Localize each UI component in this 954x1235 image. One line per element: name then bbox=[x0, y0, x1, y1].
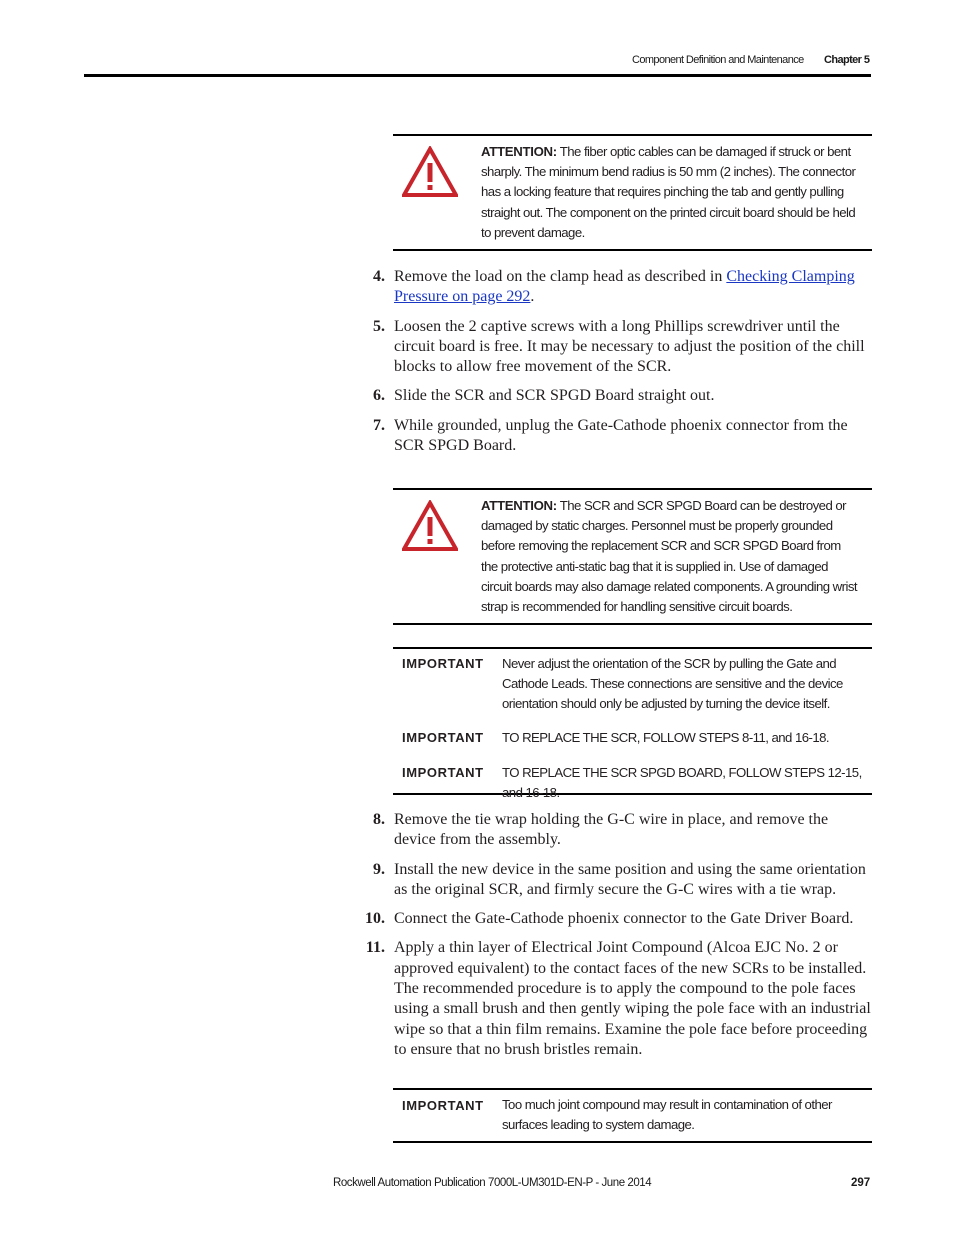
step-4 bbox=[357, 267, 872, 308]
step-9 bbox=[357, 860, 872, 901]
important-label: IMPORTANT bbox=[402, 656, 484, 671]
step-number: 10. bbox=[365, 910, 385, 928]
step-6 bbox=[357, 386, 872, 406]
checking-clamping-pressure-link[interactable]: Checking Clamping Pressure on page 292 bbox=[394, 268, 855, 306]
step-text: While grounded, unplug the Gate-Cathode phoenix connector from the SCR SPGD Board. bbox=[394, 416, 848, 455]
step-number: 11. bbox=[365, 939, 385, 957]
step-text: Remove the load on the clamp head as described in Checking Clamping Pressure on page 292. bbox=[394, 268, 855, 306]
procedure-steps-4-7 bbox=[357, 267, 872, 456]
step-number: 6. bbox=[373, 387, 385, 405]
attention-text-fiber bbox=[481, 142, 859, 243]
step-text: Install the new device in the same position and using the same orientation as the original SCR, and firmly secure the G-C wires with a tie wrap. bbox=[394, 860, 866, 898]
footer-publication: Rockwell Automation Publication 7000L-UM301D-EN-P - June 2014 bbox=[333, 1177, 652, 1189]
important-text: Too much joint compound may result in contamination of other surfaces leading to system damage. bbox=[502, 1097, 832, 1133]
header-rule bbox=[84, 74, 871, 77]
attention-text-static bbox=[481, 496, 859, 617]
attention-box-static bbox=[393, 488, 872, 625]
step-8 bbox=[357, 810, 872, 851]
step-text: Connect the Gate-Cathode phoenix connector to the Gate Driver Board. bbox=[394, 910, 854, 928]
important-label: IMPORTANT bbox=[402, 1098, 484, 1113]
step-number: 7. bbox=[373, 416, 385, 434]
attention-body: The SCR and SCR SPGD Board can be destroyed or damaged by static charges. Personnel must be properly grounded before removing the replacement SCR and SCR SPGD Board from the protective anti-static bag that it is supplied in. Use of damaged circuit boards may also damage related components. A grounding wrist strap is recommended for handling sensitive circuit boards. bbox=[481, 498, 858, 615]
procedure-steps-8-11 bbox=[357, 810, 872, 1060]
step-text: Remove the tie wrap holding the G-C wire in place, and remove the device from the assembly. bbox=[394, 811, 829, 849]
important-text: TO REPLACE THE SCR SPGD BOARD, FOLLOW STEPS 12-15, and 16-18. bbox=[502, 765, 862, 801]
important-label: IMPORTANT bbox=[402, 730, 484, 745]
warning-triangle-icon bbox=[402, 146, 458, 198]
step-11 bbox=[357, 938, 872, 1060]
attention-body: The fiber optic cables can be damaged if struck or bent sharply. The minimum bend radius is 50 mm (2 inches). The connector has a locking feature that requires pinching the tab and gently pulling straight out. The component on the printed circuit board should be held to prevent damage. bbox=[481, 144, 856, 240]
important-text: Never adjust the orientation of the SCR by pulling the Gate and Cathode Leads. These connections are sensitive and the device orientation should only be adjusted by turning the device itself. bbox=[502, 656, 843, 712]
step-number: 9. bbox=[373, 860, 385, 878]
header-section-title: Component Definition and Maintenance bbox=[632, 54, 804, 66]
attention-label: ATTENTION: bbox=[481, 498, 557, 513]
step-10 bbox=[357, 909, 872, 929]
step-number: 4. bbox=[373, 268, 385, 285]
important-text: TO REPLACE THE SCR, FOLLOW STEPS 8-11, and 16-18. bbox=[502, 730, 830, 745]
header-chapter: Chapter 5 bbox=[824, 54, 870, 66]
attention-box-fiber bbox=[393, 134, 872, 251]
step-number: 8. bbox=[373, 811, 385, 828]
page-number: 297 bbox=[851, 1177, 871, 1189]
attention-label: ATTENTION: bbox=[481, 144, 557, 159]
step-5 bbox=[357, 317, 872, 378]
warning-triangle-icon bbox=[402, 500, 458, 552]
step-text: Slide the SCR and SCR SPGD Board straight out. bbox=[394, 387, 715, 405]
step-text: Apply a thin layer of Electrical Joint Compound (Alcoa EJC No. 2 or approved equivalent) to the contact faces of the new SCRs to be installed. The recommended procedure is to apply the compound to the pole faces using a small brush and then gently wiping the pole face with an industrial wipe so that a thin film remains. Examine the pole face before proceeding to ensure that no brush bristles remain. bbox=[394, 939, 871, 1058]
step-text: Loosen the 2 captive screws with a long Phillips screwdriver until the circuit board is free. It may be necessary to adjust the position of the chill blocks to allow free movement of the SCR. bbox=[394, 317, 865, 376]
important-label: IMPORTANT bbox=[402, 765, 484, 780]
step-7 bbox=[357, 416, 872, 457]
important-box bbox=[393, 647, 872, 801]
important-box-compound bbox=[393, 1088, 872, 1143]
step-number: 5. bbox=[373, 317, 385, 335]
